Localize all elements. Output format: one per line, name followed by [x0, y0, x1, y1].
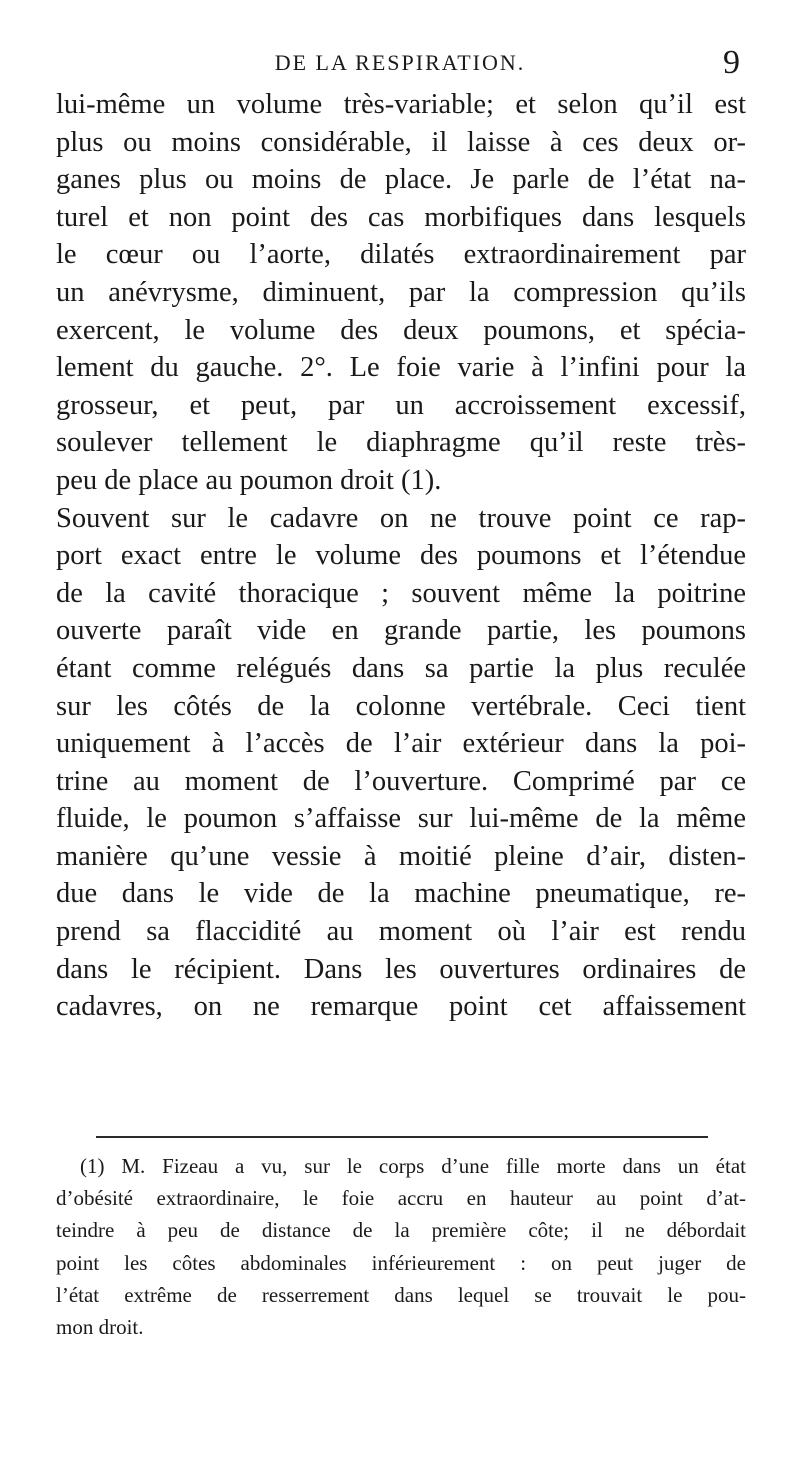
- running-title: DE LA RESPIRATION.: [274, 50, 526, 75]
- text-line: le cœur ou l’aorte, dilatés extraordinairement par: [56, 239, 746, 271]
- text-line: étant comme relégués dans sa partie la plus reculée: [56, 652, 746, 684]
- text-line: soulever tellement le diaphragme qu’il reste très-: [56, 427, 746, 459]
- text-line: port exact entre le volume des poumons et l’étendue: [56, 540, 746, 572]
- page-number: 9: [723, 44, 740, 81]
- footnote-divider: [96, 1136, 708, 1138]
- text-line: dans le récipient. Dans les ouvertures ordinaires de: [56, 953, 746, 985]
- text-line: uniquement à l’accès de l’air extérieur dans la poi-: [56, 728, 746, 760]
- text-line: fluide, le poumon s’affaisse sur lui-même de la même: [56, 803, 746, 835]
- text-line: lui-même un volume très-variable; et selon qu’il est: [56, 89, 746, 120]
- footnote-line: d’obésité extraordinaire, le foie accru en hauteur au point d’at-: [56, 1186, 746, 1211]
- text-line: de la cavité thoracique ; souvent même la poitrine: [56, 577, 746, 609]
- footnote: [56, 1150, 746, 1343]
- text-line: trine au moment de l’ouverture. Comprimé par ce: [56, 765, 746, 797]
- running-head: [60, 44, 740, 84]
- text-line: ouverte paraît vide en grande partie, les poumons: [56, 615, 746, 647]
- text-line: sur les côtés de la colonne vertébrale. Ceci tient: [56, 690, 746, 722]
- body-text: [56, 86, 746, 1026]
- text-line: lement du gauche. 2°. Le foie varie à l’infini pour la: [56, 352, 746, 384]
- text-line: cadavres, on ne remarque point cet affaissement: [56, 991, 746, 1023]
- footnote-line: l’état extrême de resserrement dans lequel se trouvait le pou-: [56, 1282, 746, 1307]
- text-line-paragraph-start: Souvent sur le cadavre on ne trouve point ce rap-: [56, 502, 746, 534]
- text-line: manière qu’une vessie à moitié pleine d’air, disten-: [56, 840, 746, 872]
- text-line: plus ou moins considérable, il laisse à ces deux or-: [56, 126, 746, 158]
- footnote-line: point les côtes abdominales inférieurement : on peut juger de: [56, 1250, 746, 1275]
- text-line: prend sa flaccidité au moment où l’air est rendu: [56, 916, 746, 948]
- text-line: exercent, le volume des deux poumons, et spécia-: [56, 314, 746, 346]
- text-line: ganes plus ou moins de place. Je parle de l’état na-: [56, 164, 746, 196]
- text-line: turel et non point des cas morbifiques dans lesquels: [56, 201, 746, 233]
- footnote-line: (1) M. Fizeau a vu, sur le corps d’une fille morte dans un état: [80, 1154, 746, 1178]
- text-line: grosseur, et peut, par un accroissement excessif,: [56, 389, 746, 421]
- footnote-line: mon droit.: [56, 1314, 144, 1339]
- footnote-line: teindre à peu de distance de la première côte; il ne débordait: [56, 1218, 746, 1243]
- text-line: due dans le vide de la machine pneumatique, re-: [56, 878, 746, 910]
- text-line-paragraph-end: peu de place au poumon droit (1).: [56, 464, 442, 496]
- text-line: un anévrysme, diminuent, par la compression qu’ils: [56, 276, 746, 308]
